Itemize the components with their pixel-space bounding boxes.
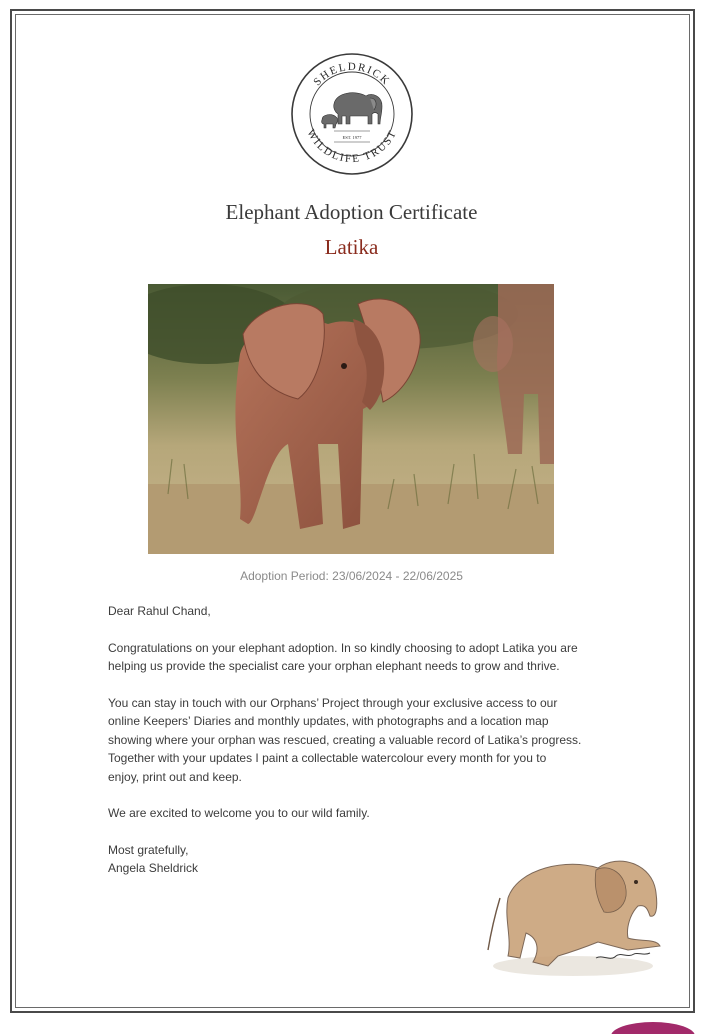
letter-line: Congratulations on your elephant adoption. In so kindly choosing to adopt Latika you are: [108, 640, 578, 655]
letter-line: You can stay in touch with our Orphans’ Project through your exclusive access to our: [108, 695, 558, 710]
corner-decoration: [608, 1014, 698, 1034]
logo-top-text: SHELDRICK: [311, 60, 393, 89]
letter-line: showing where your orphan was rescued, creating a valuable record of Latika’s progress.: [108, 732, 582, 747]
baby-elephant-photo: [148, 284, 554, 554]
painter-signature: [596, 953, 650, 958]
letter-paragraph-1: [108, 639, 608, 676]
letter-line: Together with your updates I paint a collectable watercolour every month for you to: [108, 751, 547, 765]
letter-paragraph-3: We are excited to welcome you to our wild family.: [108, 806, 370, 820]
letter-line: online Keepers’ Diaries and monthly updates, with photographs and a location map: [108, 714, 549, 728]
adoption-letter: [108, 602, 608, 878]
letter-line: helping us provide the specialist care your orphan elephant needs to grow and thrive.: [108, 659, 560, 673]
certificate-title: Elephant Adoption Certificate: [225, 200, 478, 224]
signatory: Angela Sheldrick: [108, 861, 199, 875]
logo-bottom-text: WILDLIFE TRUST: [304, 127, 400, 166]
letter-line: enjoy, print out and keep.: [108, 769, 242, 784]
closing: Most gratefully,: [108, 842, 189, 857]
sheldrick-trust-logo: [290, 52, 414, 176]
logo-est-text: EST. 1977: [342, 135, 362, 140]
salutation: Dear Rahul Chand,: [108, 604, 211, 618]
elephant-name: Latika: [324, 235, 379, 259]
watercolour-elephant-painting: [478, 838, 668, 988]
letter-paragraph-2: [108, 694, 608, 787]
adoption-period: Adoption Period: 23/06/2024 - 22/06/2025: [240, 569, 463, 583]
